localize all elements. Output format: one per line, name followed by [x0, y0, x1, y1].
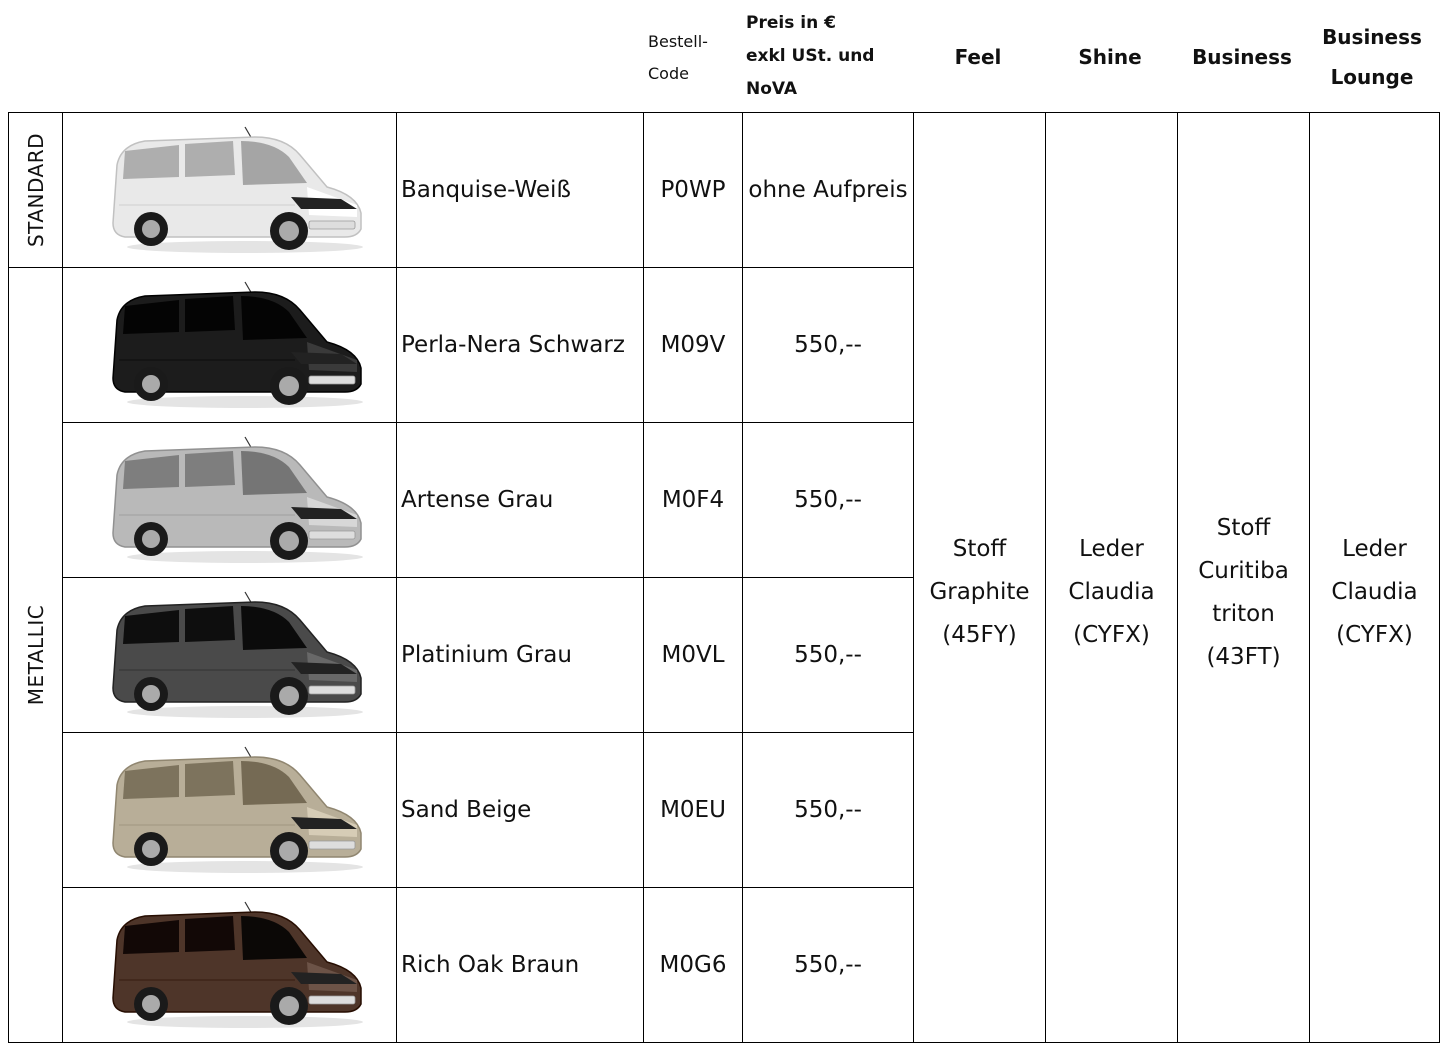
- van-image-cell: [63, 423, 397, 578]
- white-van-image: [95, 125, 365, 255]
- price-value: 550,--: [743, 268, 914, 423]
- header-shine: Shine: [1078, 45, 1142, 69]
- grey-van-image: [95, 590, 365, 720]
- trim-business-lounge: Leder Claudia (CYFX): [1310, 113, 1440, 1043]
- header-business: Business: [1192, 45, 1292, 69]
- paint-color-table: [8, 112, 1440, 1043]
- trim-business: Stoff Curitiba triton (43FT): [1178, 113, 1310, 1043]
- header-feel: Feel: [954, 45, 1002, 69]
- table-row: [9, 113, 1440, 268]
- order-code: M09V: [644, 268, 743, 423]
- black-van-image: [95, 280, 365, 410]
- van-image-cell: [63, 268, 397, 423]
- header-order-code: Bestell- Code: [648, 32, 708, 83]
- color-name: Artense Grau: [397, 423, 644, 578]
- order-code: P0WP: [644, 113, 743, 268]
- category-label: METALLIC: [23, 604, 48, 706]
- color-name: Platinium Grau: [397, 578, 644, 733]
- beige-van-image: [95, 745, 365, 875]
- price-value: 550,--: [743, 733, 914, 888]
- header-business-lounge: Business Lounge: [1322, 25, 1422, 89]
- van-image-cell: [63, 733, 397, 888]
- van-image-cell: [63, 888, 397, 1043]
- category-cell-metallic: [9, 268, 63, 1043]
- order-code: M0EU: [644, 733, 743, 888]
- brown-van-image: [95, 900, 365, 1030]
- silver-van-image: [95, 435, 365, 565]
- order-code: M0VL: [644, 578, 743, 733]
- header-price: Preis in € exkl USt. und NoVA: [746, 12, 875, 99]
- color-name: Sand Beige: [397, 733, 644, 888]
- price-value: 550,--: [743, 423, 914, 578]
- trim-feel: Stoff Graphite (45FY): [914, 113, 1046, 1043]
- order-code: M0G6: [644, 888, 743, 1043]
- color-name: Rich Oak Braun: [397, 888, 644, 1043]
- price-value: ohne Aufpreis: [743, 113, 914, 268]
- price-value: 550,--: [743, 888, 914, 1043]
- category-cell-standard: [9, 113, 63, 268]
- van-image-cell: [63, 578, 397, 733]
- color-name: Perla-Nera Schwarz: [397, 268, 644, 423]
- color-name: Banquise-Weiß: [397, 113, 644, 268]
- trim-shine: Leder Claudia (CYFX): [1046, 113, 1178, 1043]
- order-code: M0F4: [644, 423, 743, 578]
- van-image-cell: [63, 113, 397, 268]
- category-label: STANDARD: [23, 132, 48, 248]
- price-value: 550,--: [743, 578, 914, 733]
